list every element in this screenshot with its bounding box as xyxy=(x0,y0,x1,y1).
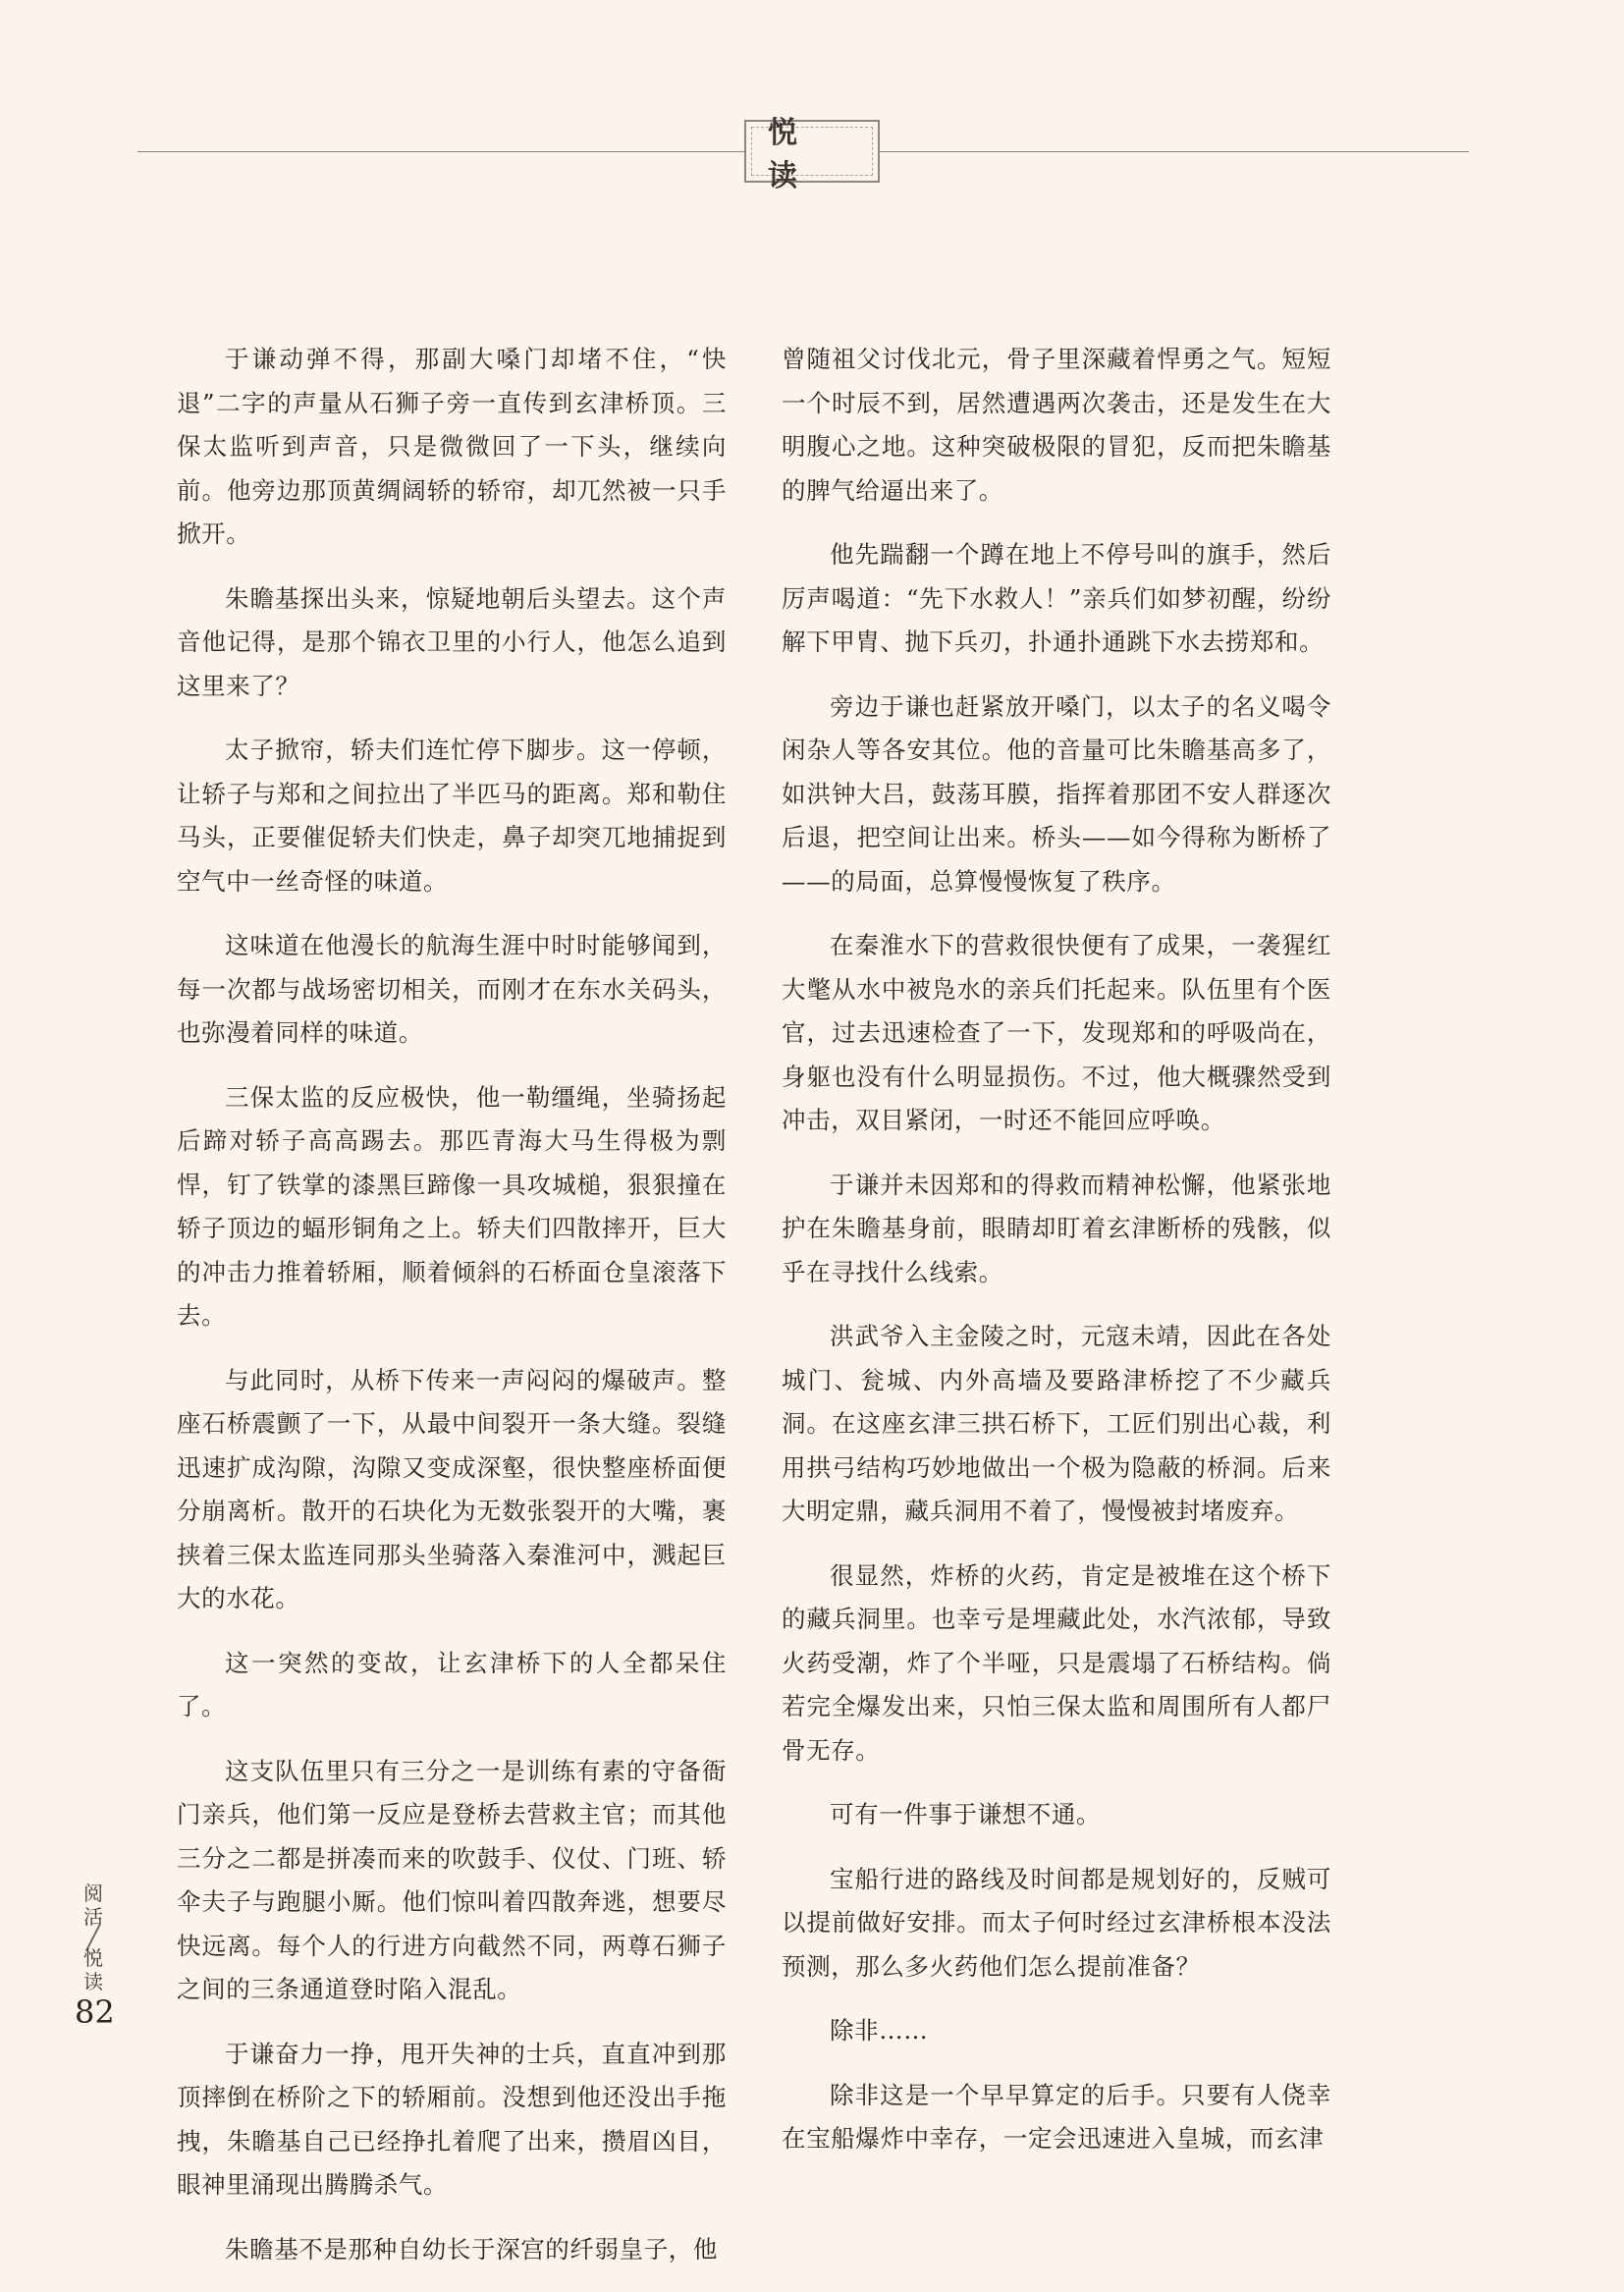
paragraph: 于谦奋力一挣，甩开失神的士兵，直直冲到那顶摔倒在桥阶之下的轿厢前。没想到他还没出手拖拽，朱瞻基自己已经挣扎着爬了出来，攒眉凶目，眼神里涌现出腾腾杀气。 xyxy=(177,2039,727,2199)
paragraph: 于谦并未因郑和的得救而精神松懈，他紧张地护在朱瞻基身前，眼睛却盯着玄津断桥的残骸，似乎在寻找什么线索。 xyxy=(782,1170,1331,1286)
section-divider-slash: ╱ xyxy=(85,1924,101,1951)
section-side-label xyxy=(79,1882,108,1993)
paragraph: 洪武爷入主金陵之时，元寇未靖，因此在各处城门、瓮城、内外高墙及要路津桥挖了不少藏兵洞。在这座玄津三拱石桥下，工匠们别出心裁，利用拱弓结构巧妙地做出一个极为隐蔽的桥洞。后来大明定鼎，藏兵洞用不着了，慢慢被封堵废弃。 xyxy=(782,1322,1331,1525)
paragraph: 这味道在他漫长的航海生涯中时时能够闻到，每一次都与战场密切相关，而刚才在东水关码头，也弥漫着同样的味道。 xyxy=(177,931,727,1047)
paragraph: 可有一件事于谦想不通。 xyxy=(830,1800,1102,1828)
paragraph: 除非…… xyxy=(830,2016,929,2045)
article-column-left xyxy=(177,338,727,2292)
paragraph: 很显然，炸桥的火药，肯定是被堆在这个桥下的藏兵洞里。也幸亏是埋藏此处，水汽浓郁，导致火药受潮，炸了个半哑，只是震塌了石桥结构。倘若完全爆发出来，只怕三保太监和周围所有人都尸骨无存。 xyxy=(782,1560,1331,1765)
paragraph: 这一突然的变故，让玄津桥下的人全都呆住了。 xyxy=(177,1648,727,1720)
header-rule-left xyxy=(137,151,744,152)
page-number: 82 xyxy=(75,1993,115,2031)
paragraph: 曾随祖父讨伐北元，骨子里深藏着悍勇之气。短短一个时辰不到，居然遭遇两次袭击，还是发生在大明腹心之地。这种突破极限的冒犯，反而把朱瞻基的脾气给逼出来了。 xyxy=(782,345,1331,505)
section-header-title: 悦 读 xyxy=(768,116,819,193)
paragraph: 朱瞻基探出头来，惊疑地朝后头望去。这个声音他记得，是那个锦衣卫里的小行人，他怎么追到这里来了？ xyxy=(177,583,727,700)
paragraph: 他先踹翻一个蹲在地上不停号叫的旗手，然后厉声喝道：“先下水救人！”亲兵们如梦初醒，纷纷解下甲胄、抛下兵刃，扑通扑通跳下水去捞郑和。 xyxy=(782,540,1331,656)
paragraph: 宝船行进的路线及时间都是规划好的，反贼可以提前做好安排。而太子何时经过玄津桥根本没法预测，那么多火药他们怎么提前准备？ xyxy=(782,1864,1331,1981)
paragraph: 这支队伍里只有三分之一是训练有素的守备衙门亲兵，他们第一反应是登桥去营救主官；而其他三分之二都是拼凑而来的吹鼓手、仪仗、门班、轿伞夫子与跑腿小厮。他们惊叫着四散奔逃，想要尽快远离。每个人的行进方向截然不同，两尊石狮子之间的三条通道登时陷入混乱。 xyxy=(177,1756,727,2003)
paragraph: 除非这是一个早早算定的后手。只要有人侥幸在宝船爆炸中幸存，一定会迅速进入皇城，而玄津 xyxy=(782,2080,1331,2153)
paragraph: 与此同时，从桥下传来一声闷闷的爆破声。整座石桥震颤了一下，从最中间裂开一条大缝。裂缝迅速扩成沟隙，沟隙又变成深壑，很快整座桥面便分崩离析。散开的石块化为无数张裂开的大嘴，裹挟着三保太监连同那头坐骑落入秦淮河中，溅起巨大的水花。 xyxy=(177,1365,727,1612)
section-header-badge xyxy=(744,116,880,193)
header-rule-right xyxy=(880,151,1469,152)
paragraph: 旁边于谦也赶紧放开嗓门，以太子的名义喝令闲杂人等各安其位。他的音量可比朱瞻基高多了，如洪钟大吕，鼓荡耳膜，指挥着那团不安人群逐次后退，把空间让出来。桥头——如今得称为断桥了——的局面，总算慢慢恢复了秩序。 xyxy=(782,691,1331,896)
section-label-top: 阅 活 xyxy=(83,1882,103,1929)
paragraph: 三保太监的反应极快，他一勒缰绳，坐骑扬起后蹄对轿子高高踢去。那匹青海大马生得极为剽悍，钉了铁掌的漆黑巨蹄像一具攻城槌，狠狠撞在轿子顶边的蝠形铜角之上。轿夫们四散摔开，巨大的冲击力推着轿厢，顺着倾斜的石桥面仓皇滚落下去。 xyxy=(177,1082,727,1330)
paragraph: 于谦动弹不得，那副大嗓门却堵不住，“快退”二字的声量从石狮子旁一直传到玄津桥顶。三保太监听到声音，只是微微回了一下头，继续向前。他旁边那顶黄绸阔轿的轿帘，却兀然被一只手掀开。 xyxy=(177,345,727,548)
paragraph: 朱瞻基不是那种自幼长于深宫的纤弱皇子，他 xyxy=(225,2234,718,2264)
section-label-bottom: 悦 读 xyxy=(83,1946,103,1993)
paragraph: 在秦淮水下的营救很快便有了成果，一袭猩红大氅从水中被凫水的亲兵们托起来。队伍里有个医官，过去迅速检查了一下，发现郑和的呼吸尚在，身躯也没有什么明显损伤。不过，他大概骤然受到冲击，双目紧闭，一时还不能回应呼唤。 xyxy=(782,931,1331,1134)
paragraph: 太子掀帘，轿夫们连忙停下脚步。这一停顿，让轿子与郑和之间拉出了半匹马的距离。郑和勒住马头，正要催促轿夫们快走，鼻子却突兀地捕捉到空气中一丝奇怪的味道。 xyxy=(177,736,727,896)
article-column-right xyxy=(782,338,1331,2182)
